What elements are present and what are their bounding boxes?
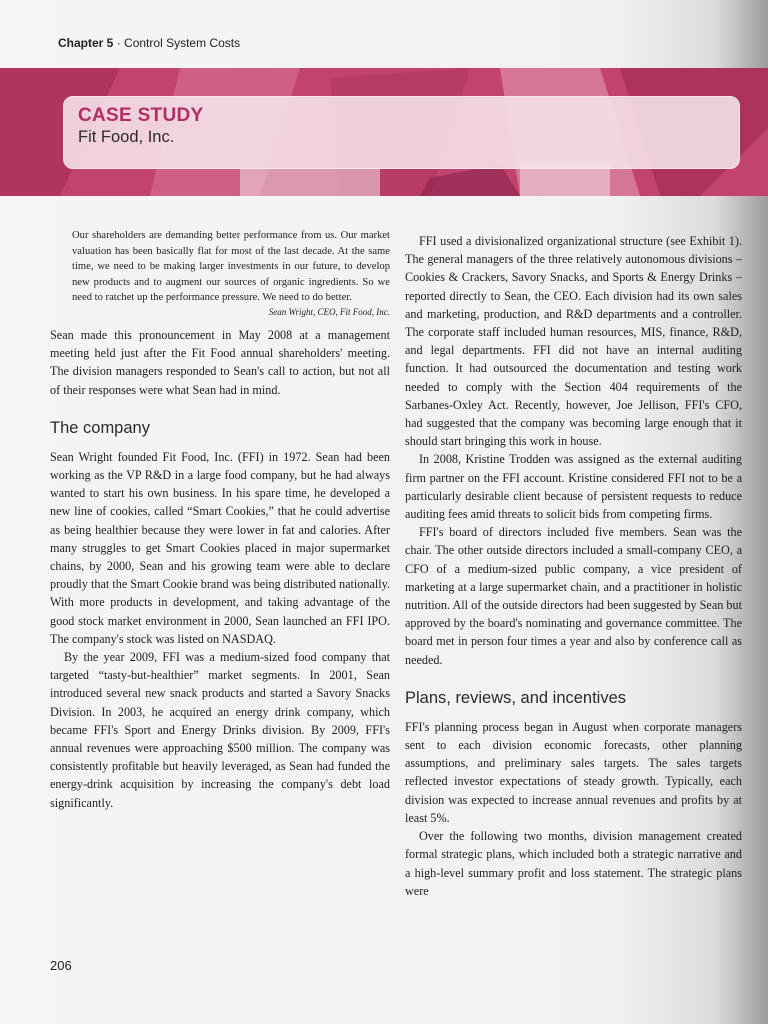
running-head [58,36,240,50]
quote-text: Our shareholders are demanding better performance from us. Our market valuation has been basically flat for most of the last decade. At the same time, we need to be making larger investments in our future, to develop new products and to augment our sources of organic ingredients. So we need to ratchet up the performance pressure. We need to do better. [72,230,390,304]
section-heading-plans: Plans, reviews, and incentives [405,688,627,707]
planning-paragraph: FFI's planning process began in August when corporate managers sent to each division economic forecasts, other planning assumptions, and preliminary sales targets. The sales targets reflected investor expectations of steady growth. Typically, each division was expected to increase annual revenues and profits by at least 5%. [405,719,742,825]
quote-attribution: Sean Wright, CEO, Fit Food, Inc. [268,306,390,317]
auditor-paragraph: In 2008, Kristine Trodden was assigned as the external auditing firm partner on the FFI account. Kristine considered FFI not to be a particularly desirable client because of persistent requests to reduce auditing fees amid threats to solicit bids from competing firms. [405,452,742,522]
left-column [50,228,390,812]
page-number: 206 [50,958,72,973]
running-head-separator: · [116,36,121,50]
case-study-subtitle: Fit Food, Inc. [78,128,175,146]
intro-paragraph: Sean made this pronouncement in May 2008 at a management meeting held just after the Fit Food annual shareholders' meeting. The division managers responded to Sean's call to action, but not all of their responses were what Sean had in mind. [50,327,390,397]
case-study-heading: CASE STUDY [78,105,204,126]
company-paragraph-2: By the year 2009, FFI was a medium-sized food company that targeted “tasty-but-healthier” market segments. In 2001, Sean introduced several new snack products and started a Savory Snacks Division. In 2003, he acquired an energy drink company, which became FFI's Sport and Energy Drinks division. By 2009, FFI's annual revenues were approaching $500 million. The company was consistently profitable but heavily leveraged, as Sean had funded the energy-drink acquisition by increasing the company's debt load significantly. [50,650,390,810]
chapter-number: Chapter 5 [58,36,114,50]
structure-paragraph: FFI used a divisionalized organizational structure (see Exhibit 1). The general managers of the three relatively autonomous divisions – Cookies & Crackers, Savory Snacks, and Sports & Energy Drinks – reported directly to Sean, the CEO. Each division had its own sales and marketing, production, and R&D departments and a controller. The corporate staff included human resources, MIS, finance, R&D, and legal departments. FFI did not have an internal auditing function. It had outsourced the documentation and testing work needed to comply with the Section 404 requirements of the Sarbanes-Oxley Act. Recently, however, Joe Jellison, FFI's CFO, had suggested that the company was becoming large enough that it should start bringing this work in house. [405,234,742,449]
section-heading-company: The company [50,418,150,437]
right-column [405,232,742,900]
epigraph-quote [50,228,390,317]
strategic-plans-paragraph: Over the following two months, division management created formal strategic plans, which included both a strategic narrative and a high-level summary profit and loss statement. The strategic plans were [405,829,742,898]
chapter-title: Control System Costs [124,36,241,50]
case-study-title-box [63,96,740,169]
company-paragraph-1: Sean Wright founded Fit Food, Inc. (FFI) in 1972. Sean had been working as the VP R&D in a large food company, but he had always wanted to start his own business. In his spare time, he developed a new line of cookies, called “Smart Cookies,” that he could advertise as being healthier because they were lower in fat and calories. After many struggles to get Smart Cookies placed in major supermarket chains, by 2000, Sean and his growing team were able to declare proudly that the Smart Cookie brand was being distributed nationally. With more products in development, and taking advantage of the good stock market environment in 2000, Sean launched an FFI IPO. The company's stock was listed on NASDAQ. [50,449,390,646]
board-paragraph: FFI's board of directors included five members. Sean was the chair. The other outside directors included a small-company CEO, a CFO of a medium-sized public company, a vice president of marketing at a large supermarket chain, and a practitioner in holistic nutrition. All of the outside directors had been suggested by Sean but approved by the board's nominating and governance committee. The board met in person four times a year and also by conference call as needed. [405,525,742,667]
